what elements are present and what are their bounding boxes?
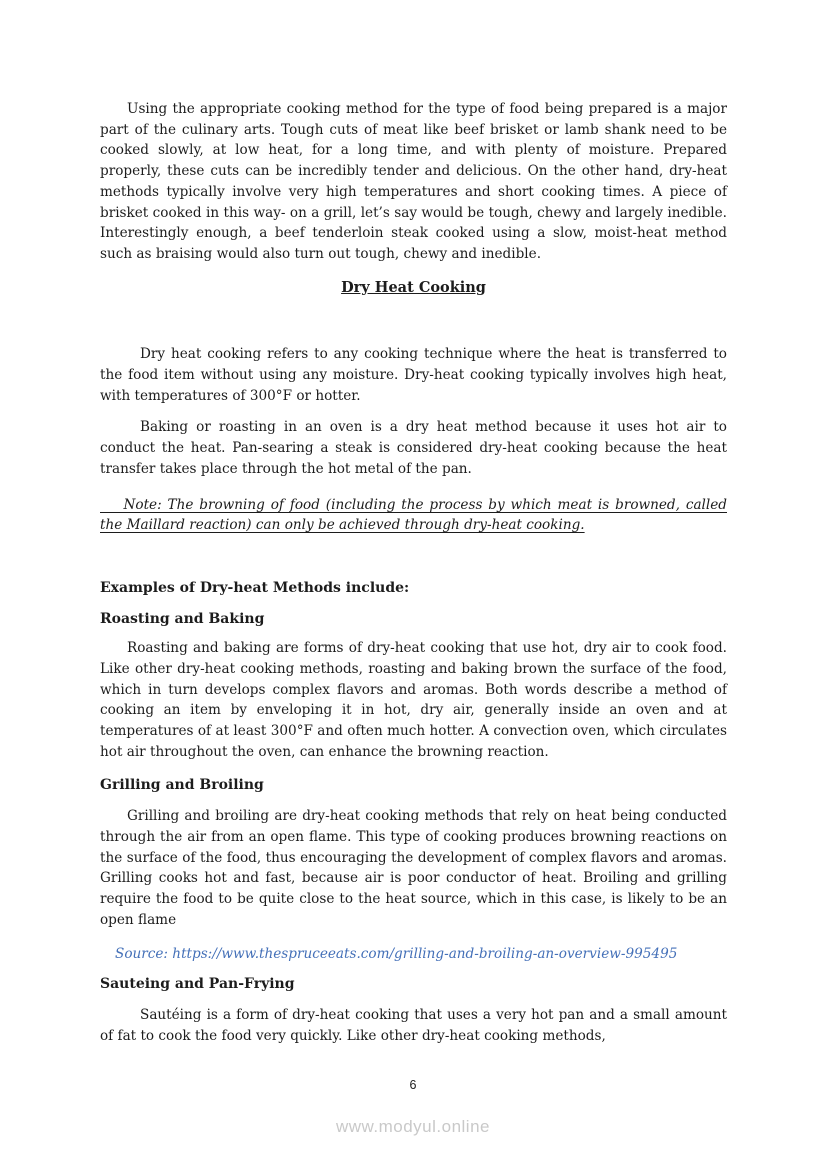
document-content (100, 99, 727, 1046)
sauteing-paragraph: Sautéing is a form of dry-heat cooking that uses a very hot pan and a small amount of fat to cook the food very quickly. Like other dry-heat cooking methods, (100, 1006, 727, 1044)
section-heading-grilling: Grilling and Broiling (100, 776, 264, 793)
section-heading-roasting: Roasting and Baking (100, 610, 265, 627)
spacer (100, 298, 727, 344)
page-number: 6 (409, 1078, 417, 1092)
page-title-text: Dry Heat Cooking (341, 278, 486, 296)
source-citation (100, 944, 727, 965)
dry-heat-paragraph: Dry heat cooking refers to any cooking technique where the heat is transferred to the food item without using any moisture. Dry-heat cooking typically involves high heat, with temperatures of 300°F or hotter. (100, 346, 727, 404)
baking-roasting-paragraph: Baking or roasting in an oven is a dry heat method because it uses hot air to conduct the heat. Pan-searing a steak is considered dry-heat cooking because the heat transfer takes place through the hot metal of the pan. (100, 419, 727, 477)
spacer (100, 406, 727, 417)
intro-paragraph: Using the appropriate cooking method for the type of food being prepared is a major part of the culinary arts. Tough cuts of meat like beef brisket or lamb shank need to be cooked slowly, at low heat, for a long time, and with plenty of moisture. Prepared properly, these cuts can be incredibly tender and delicious. On the other hand, dry-heat methods typically involve very high temperatures and short cooking times. A piece of brisket cooked in this way- on a grill, let’s say would be tough, chewy and largely inedible. Interestingly enough, a beef tenderloin steak cooked using a slow, moist-heat method such as braising would also turn out tough, chewy and inedible. (100, 101, 727, 262)
spacer (100, 480, 727, 495)
spacer (100, 536, 727, 578)
watermark: www.modyul.online (335, 1117, 490, 1136)
examples-heading: Examples of Dry-heat Methods include: (100, 579, 410, 596)
grilling-paragraph: Grilling and broiling are dry-heat cooking methods that rely on heat being conducted through the air from an open flame. This type of cooking produces browning reactions on the surface of the food, thus encouraging the development of complex flavors and aromas. Grilling cooks hot and fast, because air is poor conductor of heat. Broiling and grilling require the food to be quite close to the heat source, which in this case, is likely to be an open flame (100, 808, 727, 928)
page-title (100, 278, 727, 299)
note-paragraph: Note: The browning of food (including the process by which meat is browned, called the Maillard reaction) can only be achieved through dry-heat cooking. (100, 496, 727, 534)
source-link[interactable]: Source: https://www.thespruceeats.com/grilling-and-broiling-an-overview-995495 (115, 945, 678, 962)
section-heading-sauteing: Sauteing and Pan-Frying (100, 976, 295, 993)
roasting-paragraph: Roasting and baking are forms of dry-heat cooking that use hot, dry air to cook food. Like other dry-heat cooking methods, roasting and baking brown the surface of the food, which in turn develops complex flavors and aromas. Both words describe a method of cooking an item by enveloping it in hot, dry air, generally inside an oven and at temperatures of at least 300°F and often much hotter. A convection oven, which circulates hot air throughout the oven, can enhance the browning reaction. (100, 640, 727, 760)
